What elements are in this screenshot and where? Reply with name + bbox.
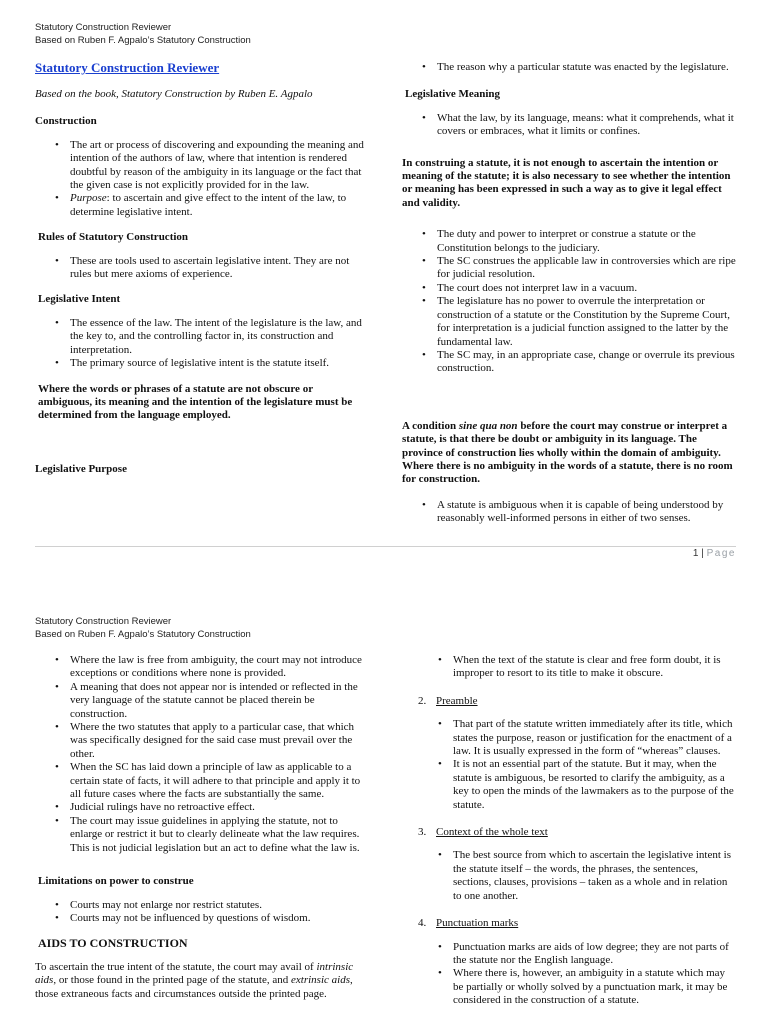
aids-text-1: To ascertain the true intent of the statute, the court may avail of bbox=[35, 960, 317, 973]
page2-left-column bbox=[35, 654, 367, 1013]
page-gap bbox=[0, 575, 768, 600]
list-item: • When the text of the statute is clear and free form doubt, it is improper to resort to its title to make it obscure. bbox=[453, 654, 736, 681]
title-list bbox=[418, 654, 736, 681]
page1-left-column bbox=[35, 60, 367, 486]
preamble-heading: Preamble bbox=[436, 694, 478, 707]
page-header bbox=[35, 615, 251, 641]
numbered-heading-punctuation bbox=[418, 917, 736, 930]
context-list bbox=[418, 849, 736, 903]
condition-paragraph bbox=[402, 420, 736, 487]
condition-text-start: A condition bbox=[402, 419, 459, 432]
list-item: • The court does not interpret law in a vacuum. bbox=[437, 282, 736, 295]
limitations-list bbox=[35, 899, 367, 926]
where-words-paragraph: Where the words or phrases of a statute are not obscure or ambiguous, its meaning and the intention of the legislature must be determined from the language employed. bbox=[38, 382, 353, 422]
list-item: • Where the two statutes that apply to a particular case, that which was specifically designed for the said case must prevail over the other. bbox=[70, 721, 367, 761]
list-item: • The primary source of legislative intent is the statute itself. bbox=[70, 357, 367, 370]
page-number: 1 bbox=[692, 548, 699, 559]
list-item: • Punctuation marks are aids of low degree; they are not parts of the statute nor the English language. bbox=[453, 941, 736, 968]
meaning-list bbox=[402, 112, 736, 139]
construing-paragraph: In construing a statute, it is not enough to ascertain the intention or meaning of the statute; it is also necessary to see whether the intention or meaning has been expressed in such a way as to give it legal effect and validity. bbox=[402, 156, 731, 209]
footer-divider bbox=[35, 546, 736, 547]
purpose-list bbox=[402, 61, 736, 74]
punctuation-list bbox=[418, 941, 736, 1008]
header-title: Statutory Construction Reviewer bbox=[35, 616, 172, 627]
footer-separator: | bbox=[698, 548, 707, 559]
list-item: • The SC construes the applicable law in controversies which are ripe for judicial resolution. bbox=[437, 255, 736, 282]
list-item: • That part of the statute written immediately after its title, which states the purpose, reason or justification for the enactment of a law. It is usually expressed in the form of “whereas” clauses. bbox=[453, 718, 736, 758]
aids-text-3: , those extraneous facts and circumstances outside the printed page. bbox=[35, 974, 353, 1000]
extrinsic-aids-term: extrinsic aids bbox=[291, 974, 350, 987]
punctuation-heading: Punctuation marks bbox=[436, 917, 519, 930]
list-item: • When the SC has laid down a principle of law as applicable to a certain state of facts, it will adhere to that principle and apply it to all future cases where the facts are substantially the same. bbox=[70, 761, 367, 801]
list-item: • These are tools used to ascertain legislative intent. They are not rules but mere axioms of experience. bbox=[70, 255, 367, 282]
numbered-heading-preamble bbox=[418, 695, 736, 708]
list-item: • The legislature has no power to overrule the interpretation or construction of a statute or the Constitution by the Supreme Court, for interpretation is a judicial function assigned to the latter by the fundamental law. bbox=[437, 295, 736, 349]
list-number: 4. bbox=[418, 917, 427, 930]
list-item: • The reason why a particular statute was enacted by the legislature. bbox=[437, 61, 736, 74]
document-subtitle: Based on the book, Statutory Construction by Ruben E. Agpalo bbox=[35, 88, 313, 100]
list-item: • The art or process of discovering and expounding the meaning and intention of the authors of law, where that intention is rendered doubtful by reason of the ambiguity in its language or the fact that the given case is not explicitly provided for in the law. bbox=[70, 139, 367, 193]
rules-list bbox=[35, 255, 367, 282]
condition-latin-term: sine qua non bbox=[458, 419, 518, 432]
list-item: • Where the law is free from ambiguity, the court may not introduce exceptions or conditions where none is provided. bbox=[70, 654, 367, 681]
list-item: • The essence of the law. The intent of the legislature is the law, and the key to, and the controlling factor in, its construction and interpretation. bbox=[70, 317, 367, 357]
page1-right-column bbox=[402, 61, 736, 538]
intrinsic-aids-term: intrinsic aids bbox=[35, 960, 354, 987]
list-item: • Courts may not be influenced by questions of wisdom. bbox=[70, 912, 367, 925]
intent-list bbox=[35, 317, 367, 371]
footer-page-word: Page bbox=[706, 548, 736, 559]
purpose-text: : to ascertain and give effect to the intent of the law, to determine legislative intent. bbox=[70, 192, 347, 218]
construction-heading: Construction bbox=[35, 115, 97, 128]
aids-text-2: , or those found in the printed page of the statute, and bbox=[53, 974, 292, 987]
list-item: • Judicial rulings have no retroactive effect. bbox=[70, 801, 367, 814]
list-item: • A statute is ambiguous when it is capable of being understood by reasonably well-informed persons in either of two senses. bbox=[437, 499, 736, 526]
page-header bbox=[35, 21, 251, 47]
header-subtitle: Based on Ruben F. Agpalo’s Statutory Construction bbox=[35, 629, 251, 640]
meaning-heading: Legislative Meaning bbox=[405, 88, 501, 101]
purpose-heading: Legislative Purpose bbox=[35, 462, 127, 475]
rules-heading: Rules of Statutory Construction bbox=[38, 231, 189, 244]
list-item: • A meaning that does not appear nor is intended or reflected in the very language of the statute cannot be placed therein be construction. bbox=[70, 681, 367, 721]
intent-heading: Legislative Intent bbox=[38, 293, 121, 306]
list-number: 2. bbox=[418, 694, 427, 707]
numbered-heading-context bbox=[418, 826, 736, 839]
document-title-link[interactable]: Statutory Construction Reviewer bbox=[35, 60, 220, 75]
list-item: • The court may issue guidelines in applying the statute, not to enlarge or restrict it but to clearly delineate what the law requires. This is not judicial legislation but an act to define what the law is. bbox=[70, 815, 367, 855]
context-heading: Context of the whole text bbox=[436, 826, 548, 839]
document-page-2 bbox=[0, 600, 768, 1024]
list-item: • The best source from which to ascertain the legislative intent is the statute itself – the words, the phrases, the sentences, sections, clauses, provisions – taken as a whole and in relation to one another. bbox=[453, 849, 736, 903]
header-subtitle: Based on Ruben F. Agpalo’s Statutory Construction bbox=[35, 35, 251, 46]
purpose-label: Purpose bbox=[70, 192, 107, 205]
ambiguous-list bbox=[402, 499, 736, 526]
list-item bbox=[70, 192, 367, 219]
list-item: • The duty and power to interpret or construe a statute or the Constitution belongs to the judiciary. bbox=[437, 228, 736, 255]
list-number: 3. bbox=[418, 826, 427, 839]
preamble-list bbox=[418, 718, 736, 812]
limitations-heading: Limitations on power to construe bbox=[38, 875, 194, 888]
header-title: Statutory Construction Reviewer bbox=[35, 22, 172, 33]
aids-heading: AIDS TO CONSTRUCTION bbox=[38, 936, 188, 951]
page2-right-column bbox=[418, 654, 736, 1020]
list-item: • The SC may, in an appropriate case, change or overrule its previous construction. bbox=[437, 349, 736, 376]
page-footer bbox=[693, 548, 736, 559]
list-item: • It is not an essential part of the statute. But it may, when the statute is ambiguous, be resorted to clarify the ambiguity, as a key to open the minds of the lawmakers as to the purpose of the statute. bbox=[453, 758, 736, 812]
principles-list bbox=[35, 654, 367, 855]
duty-list bbox=[402, 228, 736, 375]
aids-paragraph bbox=[35, 961, 367, 1001]
construction-list bbox=[35, 139, 367, 219]
condition-text-end: before the court may construe or interpret a statute, is that there be doubt or ambiguity in its language. The province of construction lies wholly within the domain of ambiguity. Where there is no ambiguity in the words of a statute, there is no room for construction. bbox=[402, 419, 733, 486]
list-item: • Where there is, however, an ambiguity in a statute which may be partially or wholly solved by a punctuation mark, it may be considered in the construction of a statute. bbox=[453, 967, 736, 1007]
list-item: • What the law, by its language, means: what it comprehends, what it covers or embraces, what it limits or confines. bbox=[437, 112, 736, 139]
list-item: • Courts may not enlarge nor restrict statutes. bbox=[70, 899, 367, 912]
